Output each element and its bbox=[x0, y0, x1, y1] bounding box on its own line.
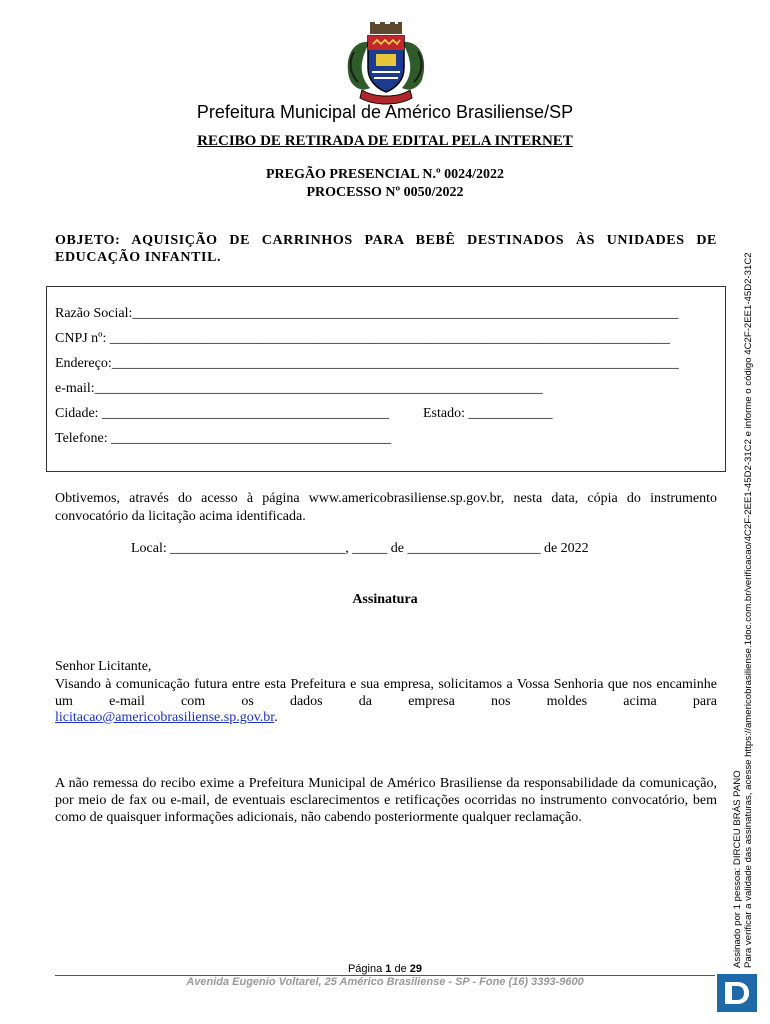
coat-of-arms-icon bbox=[340, 22, 432, 106]
objeto-label: OBJETO: bbox=[55, 233, 121, 248]
razao-social-field[interactable]: Razão Social:______________________________________________________________________________ bbox=[55, 306, 679, 321]
objeto-text: AQUISIÇÃO DE CARRINHOS PARA BEBÊ DESTINADOS ÀS UNIDADES DE EDUCAÇÃO INFANTIL. bbox=[55, 233, 717, 265]
signature-line-verify[interactable]: Para verificar a validade das assinaturas, acesse https://americobrasiliense.1doc.com.br/verificacao/4C2F-2EE1-45D2-31C2 e informe o código 4C2F-2EE1-45D2-31C2 bbox=[743, 252, 754, 968]
signature-line-signed-by: Assinado por 1 pessoa: DIRCEU BRÁS PANO bbox=[732, 770, 743, 968]
pregao-number: PREGÃO PRESENCIAL N.º 0024/2022 bbox=[266, 167, 504, 182]
email-field[interactable]: e-mail:________________________________________________________________ bbox=[55, 381, 543, 396]
remessa-paragraph: A não remessa do recibo exime a Prefeitura Municipal de Américo Brasiliense da responsabilidade da comunicação, por meio de fax ou e-mail, de eventuais esclarecimentos e retificações ocorridas no instrumento convocatório, bem como de quaisquer informações adicionais, não cabendo posteriormente qualquer reclamação. bbox=[55, 776, 717, 825]
assinatura-label: Assinatura bbox=[352, 592, 418, 607]
page-total: 29 bbox=[409, 963, 423, 975]
recibo-title: RECIBO DE RETIRADA DE EDITAL PELA INTERNET bbox=[197, 133, 573, 149]
1doc-logo-icon[interactable] bbox=[717, 974, 757, 1012]
telefone-field[interactable]: Telefone: ________________________________________ bbox=[55, 431, 392, 446]
obtivemos-paragraph: Obtivemos, através do acesso à página www.americobrasiliense.sp.gov.br, nesta data, cópia do instrumento convocatório da licitação acima identificada. bbox=[55, 491, 717, 524]
objeto-paragraph bbox=[55, 232, 717, 266]
endereco-field[interactable]: Endereço:_________________________________________________________________________________ bbox=[55, 356, 679, 371]
page-number bbox=[0, 963, 770, 975]
local-date-line[interactable]: Local: _________________________, _____ de ___________________ de 2022 bbox=[131, 541, 589, 556]
email-link-line bbox=[55, 710, 278, 726]
page-of: de bbox=[391, 963, 410, 975]
senhor-licitante: Senhor Licitante, bbox=[55, 659, 152, 674]
email-link-suffix: . bbox=[274, 710, 278, 725]
prefeitura-title: Prefeitura Municipal de Américo Brasiliense/SP bbox=[196, 102, 574, 122]
page-current: 1 bbox=[385, 963, 392, 975]
footer-address: Avenida Eugenio Voltarel, 25 Américo Brasiliense - SP - Fone (16) 3393-9600 bbox=[186, 976, 584, 988]
page-prefix: Página bbox=[347, 963, 386, 975]
signature-sidebar bbox=[732, 252, 754, 968]
processo-number: PROCESSO Nº 0050/2022 bbox=[306, 185, 464, 200]
email-link[interactable]: licitacao@americobrasiliense.sp.gov.br bbox=[55, 710, 275, 725]
cnpj-field[interactable]: CNPJ nº: ________________________________________________________________________________ bbox=[55, 331, 670, 346]
visando-paragraph: Visando à comunicação futura entre esta Prefeitura e sua empresa, solicitamos a Vossa Senhoria que nos encaminhe um e-mail com os dados da empresa nos moldes acima para bbox=[55, 677, 717, 709]
cidade-field[interactable]: Cidade: _________________________________________ bbox=[55, 406, 390, 421]
estado-field[interactable]: Estado: ____________ bbox=[423, 406, 553, 421]
